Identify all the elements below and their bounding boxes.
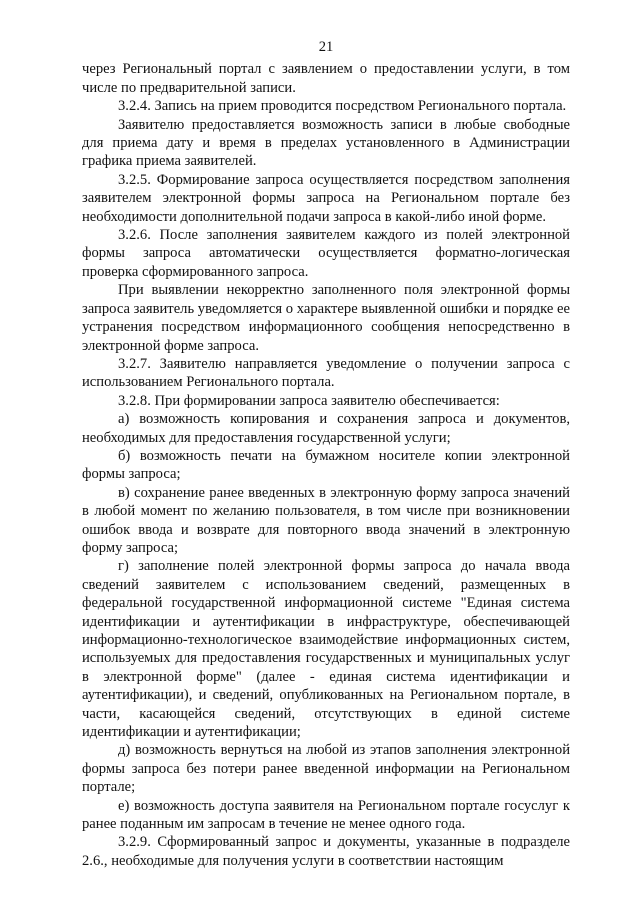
paragraph-3-2-8: 3.2.8. При формировании запроса заявителю обеспечивается:: [118, 392, 500, 409]
paragraph-3-2-4: 3.2.4. Запись на прием проводится посредством Регионального портала.: [118, 98, 567, 115]
list-item-e: е) возможность доступа заявителя на Региональном портале госуслуг к ранее поданным им запросам в течение не менее одного года.: [82, 797, 570, 833]
list-item-a: а) возможность копирования и сохранения запроса и документов, необходимых для предоставления государственной услуги;: [82, 411, 570, 446]
list-item-d: д) возможность вернуться на любой из этапов заполнения электронной формы запроса без потери ранее введенной информации на Региональном портале;: [82, 742, 570, 796]
paragraph-3-2-7: 3.2.7. Заявителю направляется уведомление о получении запроса с использованием Регионального портала.: [82, 355, 570, 391]
page-number: 21: [318, 39, 334, 55]
list-item-g: г) заполнение полей электронной формы запроса до начала ввода сведений заявителем с использованием сведений, размещенных в федеральной государственной информационной системе "Единая система идентификации и аутентификации в инфраструктуре, обеспечивающей информационно-технологическое взаимодействие информационных систем, используемых для предоставления государственных и муниципальных услуг в электронной форме" (далее - единая система идентификации и аутентификации), и сведений, опубликованных на Региональном портале, в части, касающейся сведений, отсутствующих в единой системе идентификации и аутентификации;: [82, 558, 570, 741]
paragraph-continuation: через Региональный портал с заявлением о предоставлении услуги, в том числе по предварительной записи.: [82, 61, 570, 96]
list-item-v: в) сохранение ранее введенных в электронную форму запроса значений в любой момент по желанию пользователя, в том числе при возникновении ошибок ввода и возврате для повторного ввода значений в электронную форму запроса;: [82, 484, 570, 556]
list-item-b: б) возможность печати на бумажном носителе копии электронной формы запроса;: [82, 447, 570, 483]
document-page: [82, 38, 570, 870]
paragraph-3-2-9: 3.2.9. Сформированный запрос и документы, указанные в подразделе 2.6., необходимые для получения услуги в соответствии настоящим: [82, 834, 570, 869]
paragraph-3-2-6: 3.2.6. После заполнения заявителем каждого из полей электронной формы запроса автоматически осуществляется форматно-логическая проверка сформированного запроса.: [82, 227, 570, 280]
paragraph-error-notification: При выявлении некорректно заполненного поля электронной формы запроса заявитель уведомляется о характере выявленной ошибки и порядке ее устранения посредством информационного сообщения непосредственно в электронной форме запроса.: [82, 282, 570, 354]
paragraph-appointment-schedule: Заявителю предоставляется возможность записи в любые свободные для приема дату и время в пределах установленного в Администрации графика приема заявителей.: [82, 116, 570, 170]
paragraph-3-2-5: 3.2.5. Формирование запроса осуществляется посредством заполнения заявителем электронной формы запроса на Региональном портале без необходимости дополнительной подачи запроса в какой-либо иной форме.: [82, 171, 570, 225]
